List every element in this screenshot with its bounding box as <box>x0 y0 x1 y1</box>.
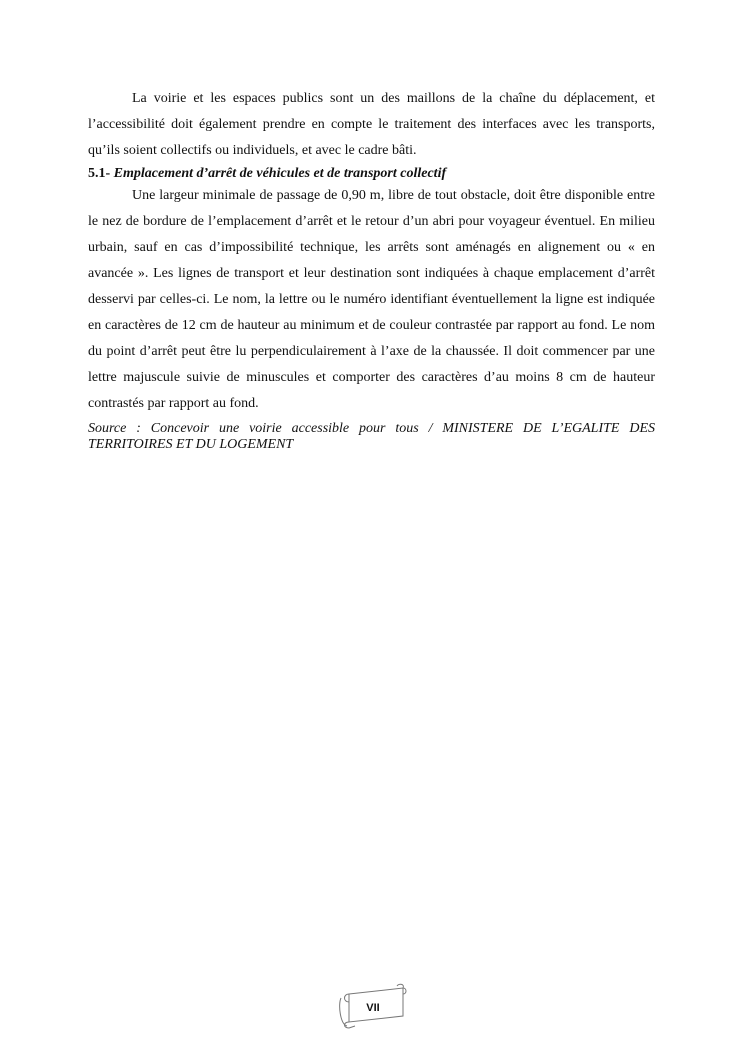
page-content <box>88 86 655 453</box>
page-number-scroll <box>337 982 407 1030</box>
source-note: Source : Concevoir une voirie accessible pour tous / MINISTERE DE L’EGALITE DES TERRITOIRES ET DU LOGEMENT <box>88 421 655 452</box>
section-heading <box>88 164 655 183</box>
section-title: Emplacement d’arrêt de véhicules et de transport collectif <box>113 166 447 181</box>
intro-paragraph: La voirie et les espaces publics sont un des maillons de la chaîne du déplacement, et l’accessibilité doit également prendre en compte le traitement des interfaces avec les transports, qu’ils soient collectifs ou individuels, et avec le cadre bâti. <box>88 91 655 158</box>
section-number: 5.1- <box>88 166 111 181</box>
section-paragraph: Une largeur minimale de passage de 0,90 m, libre de tout obstacle, doit être disponible entre le nez de bordure de l’emplacement d’arrêt et le retour d’un abri pour voyageur éventuel. En milieu urbain, sauf en cas d’impossibilité technique, les arrêts sont aménagés en alignement ou « en avancée ». Les lignes de transport et leur destination sont indiquées à chaque emplacement d’arrêt desservi par celles-ci. Le nom, la lettre ou le numéro identifiant éventuellement la ligne est indiquée en caractères de 12 cm de hauteur au minimum et de couleur contrastée par rapport au fond. Le nom du point d’arrêt peut être lu perpendiculairement à l’axe de la chaussée. Il doit commencer par une lettre majuscule suivie de minuscules et comporter des caractères d’au moins 8 cm de hauteur contrastés par rapport au fond. <box>88 188 655 411</box>
page-number: VII <box>366 1002 380 1014</box>
